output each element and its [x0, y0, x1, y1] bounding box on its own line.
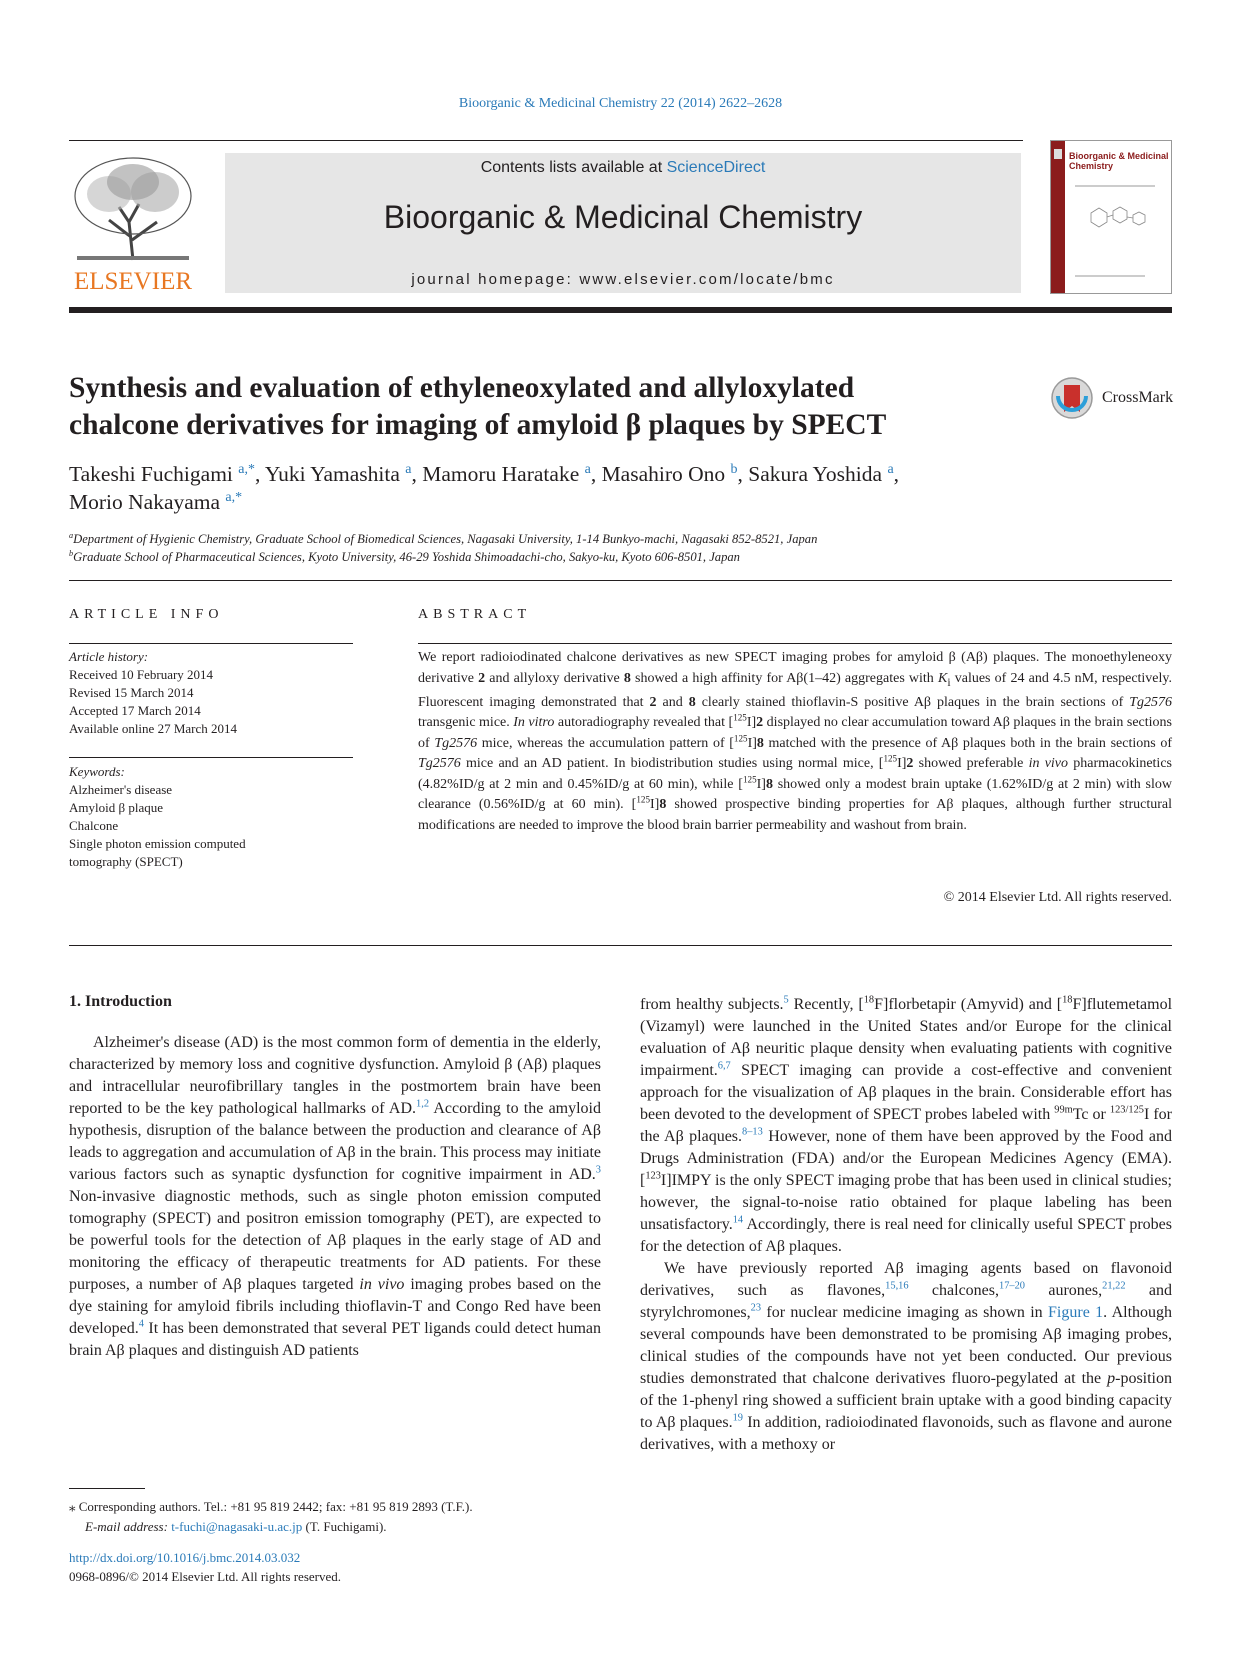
email-suffix: (T. Fuchigami).: [302, 1519, 387, 1534]
affiliation-mark: a: [69, 530, 74, 540]
author-name: Takeshi Fuchigami: [69, 462, 233, 486]
citation-ref[interactable]: 23: [750, 1302, 762, 1314]
affiliations: [69, 530, 1169, 566]
citation-ref[interactable]: 17–20: [999, 1280, 1025, 1292]
keyword: Alzheimer's disease: [69, 782, 173, 797]
abstract-copyright: © 2014 Elsevier Ltd. All rights reserved.: [943, 890, 1172, 905]
article-title-line-2: chalcone derivatives for imaging of amyloid β plaques by SPECT: [69, 409, 887, 441]
citation-ref[interactable]: 14: [732, 1214, 744, 1226]
citation-ref[interactable]: 21,22: [1102, 1280, 1126, 1292]
article-title: [69, 370, 989, 444]
author-affil-mark[interactable]: b: [730, 461, 738, 477]
doi-block: [69, 1548, 341, 1586]
header-rule: [69, 140, 1023, 141]
author-name: Yuki Yamashita: [264, 462, 400, 486]
author-affil-mark[interactable]: a: [584, 461, 591, 477]
keywords-label: Keywords:: [69, 764, 125, 779]
figure-1-link[interactable]: Figure 1: [1048, 1304, 1104, 1321]
email-line: [69, 1517, 629, 1537]
body-rule: [69, 945, 1172, 946]
keyword: Chalcone: [69, 818, 119, 833]
history-received: Received 10 February 2014: [69, 667, 214, 682]
doi-link[interactable]: http://dx.doi.org/10.1016/j.bmc.2014.03.032: [69, 1550, 301, 1565]
abstract-heading: ABSTRACT: [418, 607, 532, 622]
journal-banner: [225, 153, 1021, 293]
body-paragraph: Alzheimer's disease (AD) is the most common form of dementia in the elderly, characterized by memory loss and cognitive dysfunction. Amyloid β (Aβ) plaques and intracellular neurofibrillary tangles in the postmortem brain have been reported to be the key pathological hallmarks of AD.$^{1,2}$ According to the amyloid hypothesis, disruption of the balance between the production and clearance of Aβ leads to aggregation and accumulation of Aβ in the brain. This process may initiate various factors such as synaptic dysfunction for cognitive impairment in AD.$^3$ Non-invasive diagnostic methods, such as single photon emission computed tomography (SPECT) and positron emission tomography (PET), are expected to be powerful tools for the detection of Aβ plaques in the early stage of AD and monitoring the efficacy of therapeutic treatments for AD patients. For these purposes, a number of Aβ plaques targeted in vivo imaging probes based on the dye staining for amyloid fibrils including thioflavin-T and Congo Red have been developed.$^4$ It has been demonstrated that several PET ligands could detect human brain Aβ plaques and distinguish AD patients: [69, 1034, 602, 1359]
author-affil-mark[interactable]: a: [887, 461, 894, 477]
history-label: Article history:: [69, 649, 149, 664]
journal-citation[interactable]: Bioorganic & Medicinal Chemistry 22 (2014) 2622–2628: [458, 96, 783, 111]
author-affil-mark[interactable]: a,*: [238, 461, 255, 477]
author-affil-mark[interactable]: a,*: [225, 489, 243, 505]
citation-ref[interactable]: 19: [732, 1412, 743, 1424]
citation-ref[interactable]: 15,16: [885, 1280, 909, 1292]
affiliation-text: Graduate School of Pharmaceutical Sciences, Kyoto University, 46-29 Yoshida Shimoadachi-cho, Sakyo-ku, Kyoto 606-8501, Japan: [73, 550, 740, 564]
keywords-rule: [69, 757, 353, 758]
header-thick-rule: [69, 307, 1172, 313]
affiliation-mark: b: [69, 548, 74, 558]
body-paragraph: We have previously reported Aβ imaging agents based on flavonoid derivatives, such as flavones,$^{15,16}$ chalcones,$^{17-20}$ aurones,$^{21,22}$ and styrylchromones,$^{23}$ for nuclear medicine imaging as shown in Figure 1. Although several compounds have been demonstrated to be promising Aβ imaging probes, clinical studies of the compounds have not yet been conducted. Our previous studies demonstrated that chalcone derivatives fluoro-pegylated at the p-position of the 1-phenyl ring showed a sufficient brain uptake with a good binding capacity to Aβ plaques.$^{19}$ In addition, radioiodinated flavonoids, such as flavone and aurone derivatives, with a methoxy or: [640, 1260, 1173, 1453]
journal-title: Bioorganic & Medicinal Chemistry: [383, 199, 863, 235]
affiliation-a: [69, 530, 1169, 548]
abstract-text: We report radioiodinated chalcone derivatives as new SPECT imaging probes for amyloid β (Aβ) plaques. The monoethyleneoxy derivative 2 and allyloxy derivative 8 showed a high affinity for Aβ(1–42) aggregates with $K_i$ values of 24 and 4.5 nM, respectively. Fluorescent imaging demonstrated that 2 and 8 clearly stained thioflavin-S positive Aβ plaques in the brain sections of Tg2576 transgenic mice. In vitro autoradiography revealed that [$^{125}$I]2 displayed no clear accumulation toward Aβ plaques in the brain sections of Tg2576 mice, whereas the accumulation pattern of [$^{125}$I]8 matched with the presence of Aβ plaques both in the brain sections of Tg2576 mice and an AD patient. In biodistribution studies using normal mice, [$^{125}$I]2 showed preferable in vivo pharmacokinetics (4.82%ID/g at 2 min and 0.45%ID/g at 60 min), while [$^{125}$I]8 showed only a modest brain uptake (1.62%ID/g at 2 min) with slow clearance (0.56%ID/g at 60 min). [$^{125}$I]8 showed prospective binding properties for Aβ plaques, although further structural modifications are needed to improve the blood brain barrier permeability and washout from brain.: [418, 650, 1173, 833]
history-revised: Revised 15 March 2014: [69, 685, 194, 700]
author-list: Takeshi Fuchigami $^{a,*}$, Yuki Yamashita $^a$, Mamoru Haratake $^a$, Masahiro Ono $^b$, Sakura Yoshida $^a$, Morio Nakayama $^{a,*}$: [69, 461, 900, 514]
history-online: Available online 27 March 2014: [69, 721, 237, 736]
affiliation-b: [69, 548, 1169, 566]
citation-ref[interactable]: 5: [783, 994, 789, 1006]
author-name: Sakura Yoshida: [748, 462, 883, 486]
crossmark-badge[interactable]: [1050, 376, 1180, 424]
abstract-rule: [418, 643, 1172, 644]
article-info-rule: [69, 643, 353, 644]
contents-line: [225, 159, 1021, 177]
svg-text:ELSEVIER: ELSEVIER: [73, 268, 193, 292]
crossmark-icon: [1050, 376, 1098, 424]
elsevier-logo: [69, 152, 197, 292]
affiliation-rule: [69, 580, 1172, 581]
email-link[interactable]: t-fuchi@nagasaki-u.ac.jp: [171, 1519, 303, 1534]
citation-ref[interactable]: 1,2: [416, 1098, 430, 1110]
article-history: [69, 648, 353, 738]
corresponding-authors: ⁎ Corresponding authors. Tel.: +81 95 819 2442; fax: +81 95 819 2893 (T.F.).: [69, 1499, 473, 1514]
sciencedirect-link[interactable]: ScienceDirect: [666, 159, 766, 176]
elsevier-tree-icon: [69, 152, 197, 292]
article-title-line-1: Synthesis and evaluation of ethyleneoxylated and allyloxylated: [69, 372, 855, 404]
citation-ref[interactable]: 3: [595, 1164, 601, 1176]
issn-line: 0968-0896/© 2014 Elsevier Ltd. All rights reserved.: [69, 1569, 341, 1584]
keyword: Amyloid β plaque: [69, 800, 163, 815]
citation-ref[interactable]: 8–13: [742, 1126, 763, 1138]
footnote: [69, 1497, 629, 1537]
journal-cover-thumbnail[interactable]: [1050, 140, 1172, 294]
keyword: Single photon emission computed: [69, 836, 246, 851]
history-accepted: Accepted 17 March 2014: [69, 703, 201, 718]
keyword: tomography (SPECT): [69, 854, 183, 869]
affiliation-text: Department of Hygienic Chemistry, Graduate School of Biomedical Sciences, Nagasaki University, 1-14 Bunkyo-machi, Nagasaki 852-8521, Japan: [73, 532, 818, 546]
email-label: E-mail address:: [85, 1519, 172, 1534]
body-column-left: [69, 1032, 601, 1362]
article-info-heading: ARTICLE INFO: [69, 607, 224, 622]
body-column-right: [640, 994, 1172, 1456]
footnote-rule: [69, 1488, 145, 1489]
author-name: Morio Nakayama: [69, 490, 221, 514]
keywords: [69, 763, 353, 871]
cover-title: Bioorganic & Medicinal Chemistry: [1069, 151, 1169, 171]
citation-ref[interactable]: 4: [138, 1318, 144, 1330]
author-affil-mark[interactable]: a: [405, 461, 412, 477]
section-heading-introduction: 1. Introduction: [69, 993, 172, 1010]
citation-ref[interactable]: 6,7: [717, 1060, 731, 1072]
journal-homepage[interactable]: journal homepage: www.elsevier.com/locate/bmc: [411, 271, 835, 288]
author-name: Mamoru Haratake: [422, 462, 580, 486]
author-name: Masahiro Ono: [601, 462, 726, 486]
contents-prefix: Contents lists available at: [480, 159, 667, 176]
body-paragraph: from healthy subjects.$^5$ Recently, [$^{18}$F]florbetapir (Amyvid) and [$^{18}$F]flutemetamol (Vizamyl) were launched in the United States and/or Europe for the clinical evaluation of Aβ neuritic plaque density when evaluating patients with cognitive impairment.$^{6,7}$ SPECT imaging can provide a cost-effective and convenient approach for the visualization of Aβ plaques in the brain. Considerable effort has been devoted to the development of SPECT probes labeled with $^{99m}$Tc or $^{123/125}$I for the Aβ plaques.$^{8-13}$ However, none of them have been approved by the Food and Drugs Administration (FDA) and/or the European Medicines Agency (EMA). [$^{123}$I]IMPY is the only SPECT imaging probe that has been used in clinical studies; however, the signal-to-noise ratio obtained for plaque labeling has been unsatisfactory.$^{14}$ Accordingly, there is real need for clinically useful SPECT probes for the detection of Aβ plaques.: [640, 994, 1173, 1255]
crossmark-label: CrossMark: [1102, 389, 1174, 406]
